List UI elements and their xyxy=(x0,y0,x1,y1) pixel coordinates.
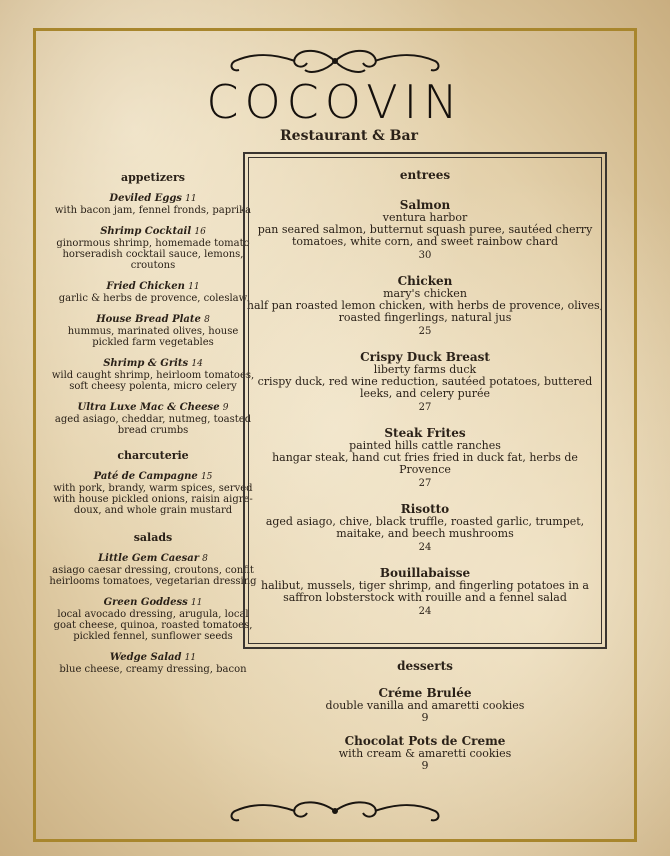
menu-item xyxy=(48,226,258,271)
entree-name: Crispy Duck Breast xyxy=(360,350,490,364)
dessert-desc: double vanilla and amaretti cookies xyxy=(325,699,525,712)
entree-price: 30 xyxy=(418,250,432,261)
item-name: Paté de Campagne xyxy=(93,471,198,482)
section-title-appetizers: appetizers xyxy=(120,171,185,184)
item-name: Shrimp Cocktail xyxy=(100,226,192,237)
salads-list xyxy=(48,553,258,675)
dessert-price: 9 xyxy=(421,711,429,724)
item-price: 11 xyxy=(185,194,197,204)
entree-source: liberty farms duck xyxy=(373,363,477,376)
item-name: Wedge Salad xyxy=(109,652,182,663)
menu-item xyxy=(48,471,258,516)
brand-subtitle: Restaurant & Bar xyxy=(280,128,418,144)
entree-desc: aged asiago, chive, black truffle, roasted garlic, trumpet, maitake, and beech mushrooms xyxy=(265,515,585,540)
entree-desc: half pan roasted lemon chicken, with herbs de provence, olives, roasted fingerlings, natural jus xyxy=(246,299,604,324)
item-price: 9 xyxy=(222,403,229,413)
entree-price: 27 xyxy=(418,402,432,413)
entree-source: painted hills cattle ranches xyxy=(349,439,501,452)
dessert-name: Créme Brulée xyxy=(378,686,472,700)
menu-item xyxy=(48,314,258,348)
menu-item xyxy=(48,281,258,304)
item-desc: with pork, brandy, warm spices, served with house pickled onions, raisin aigre-doux, and whole grain mustard xyxy=(53,483,253,516)
item-price: 15 xyxy=(200,472,213,482)
item-name: Deviled Eggs xyxy=(109,193,182,204)
entree-name: Salmon xyxy=(399,198,451,212)
entree-source: mary's chicken xyxy=(383,287,467,300)
item-desc: asiago caesar dressing, croutons, confit heirlooms tomatoes, vegetarian dressing xyxy=(49,565,257,587)
item-price: 8 xyxy=(202,554,208,564)
entree-price: 24 xyxy=(418,606,432,617)
item-name: Little Gem Caesar xyxy=(98,553,199,564)
item-price: 14 xyxy=(191,359,203,369)
item-desc: aged asiago, cheddar, nutmeg, toasted bread crumbs xyxy=(54,414,252,436)
item-name: Shrimp & Grits xyxy=(103,358,189,369)
entree-desc: hangar steak, hand cut fries fried in duck fat, herbs de Provence xyxy=(272,451,578,476)
desserts-section xyxy=(243,660,607,782)
dessert-item xyxy=(243,734,607,772)
appetizers-list xyxy=(48,193,258,436)
entree-desc: crispy duck, red wine reduction, sautéed potatoes, buttered leeks, and celery purée xyxy=(257,375,593,400)
item-desc: ginormous shrimp, homemade tomato horseradish cocktail sauce, lemons, croutons xyxy=(56,238,250,271)
item-price: 16 xyxy=(194,227,206,237)
entree-name: Chicken xyxy=(397,274,453,288)
item-price: 11 xyxy=(190,598,203,608)
entree-source: ventura harbor xyxy=(382,211,468,224)
item-name: House Bread Plate xyxy=(96,314,201,325)
item-name: Ultra Luxe Mac & Cheese xyxy=(77,402,220,413)
item-desc: hummus, marinated olives, house pickled farm vegetables xyxy=(67,326,239,348)
entree-item xyxy=(245,566,605,618)
entree-item xyxy=(245,502,605,554)
item-desc: garlic & herbs de provence, coleslaw xyxy=(58,293,248,304)
entree-price: 25 xyxy=(418,326,432,337)
bottom-flourish xyxy=(0,796,670,826)
charcuterie-list xyxy=(48,471,258,516)
entree-desc: halibut, mussels, tiger shrimp, and fingerling potatoes in a saffron lobsterstock with rouille and a fennel salad xyxy=(261,579,589,604)
entree-item xyxy=(245,350,605,414)
bottom-flourish-icon xyxy=(225,796,445,826)
left-column xyxy=(48,168,258,685)
entree-name: Steak Frites xyxy=(384,426,466,440)
brand-logo: COCOVIN xyxy=(206,75,464,129)
menu-header xyxy=(0,44,670,144)
item-name: Fried Chicken xyxy=(106,281,185,292)
item-name: Green Goddess xyxy=(103,597,188,608)
entree-name: Risotto xyxy=(400,502,450,516)
entree-price: 24 xyxy=(418,542,432,553)
dessert-name: Chocolat Pots de Creme xyxy=(344,734,506,748)
menu-item xyxy=(48,597,258,642)
entrees-box xyxy=(243,152,607,649)
item-desc: local avocado dressing, arugula, local goat cheese, quinoa, roasted tomatoes, pickled fennel, sunflower seeds xyxy=(53,609,253,642)
menu-item xyxy=(48,358,258,392)
entree-price: 27 xyxy=(418,478,432,489)
dessert-price: 9 xyxy=(421,759,429,772)
section-title-desserts: desserts xyxy=(397,659,453,673)
dessert-item xyxy=(243,686,607,724)
item-desc: with bacon jam, fennel fronds, paprika xyxy=(54,205,252,216)
section-title-charcuterie: charcuterie xyxy=(117,449,189,462)
entree-item xyxy=(245,426,605,490)
item-price: 11 xyxy=(184,653,197,663)
dessert-desc: with cream & amaretti cookies xyxy=(338,747,512,760)
item-desc: blue cheese, creamy dressing, bacon xyxy=(59,664,247,675)
menu-item xyxy=(48,193,258,216)
item-price: 11 xyxy=(188,282,200,292)
item-price: 8 xyxy=(204,315,210,325)
menu-item xyxy=(48,652,258,675)
section-title-salads: salads xyxy=(133,531,173,544)
entree-name: Bouillabaisse xyxy=(379,566,471,580)
entree-item xyxy=(245,198,605,262)
menu-item xyxy=(48,402,258,436)
entree-desc: pan seared salmon, butternut squash puree, sautéed cherry tomatoes, white corn, and sweet rainbow chard xyxy=(257,223,593,248)
section-title-entrees: entrees xyxy=(399,168,451,182)
top-flourish-icon xyxy=(225,44,445,78)
item-desc: wild caught shrimp, heirloom tomatoes, soft cheesy polenta, micro celery xyxy=(51,370,255,392)
menu-item xyxy=(48,553,258,587)
entree-item xyxy=(245,274,605,338)
